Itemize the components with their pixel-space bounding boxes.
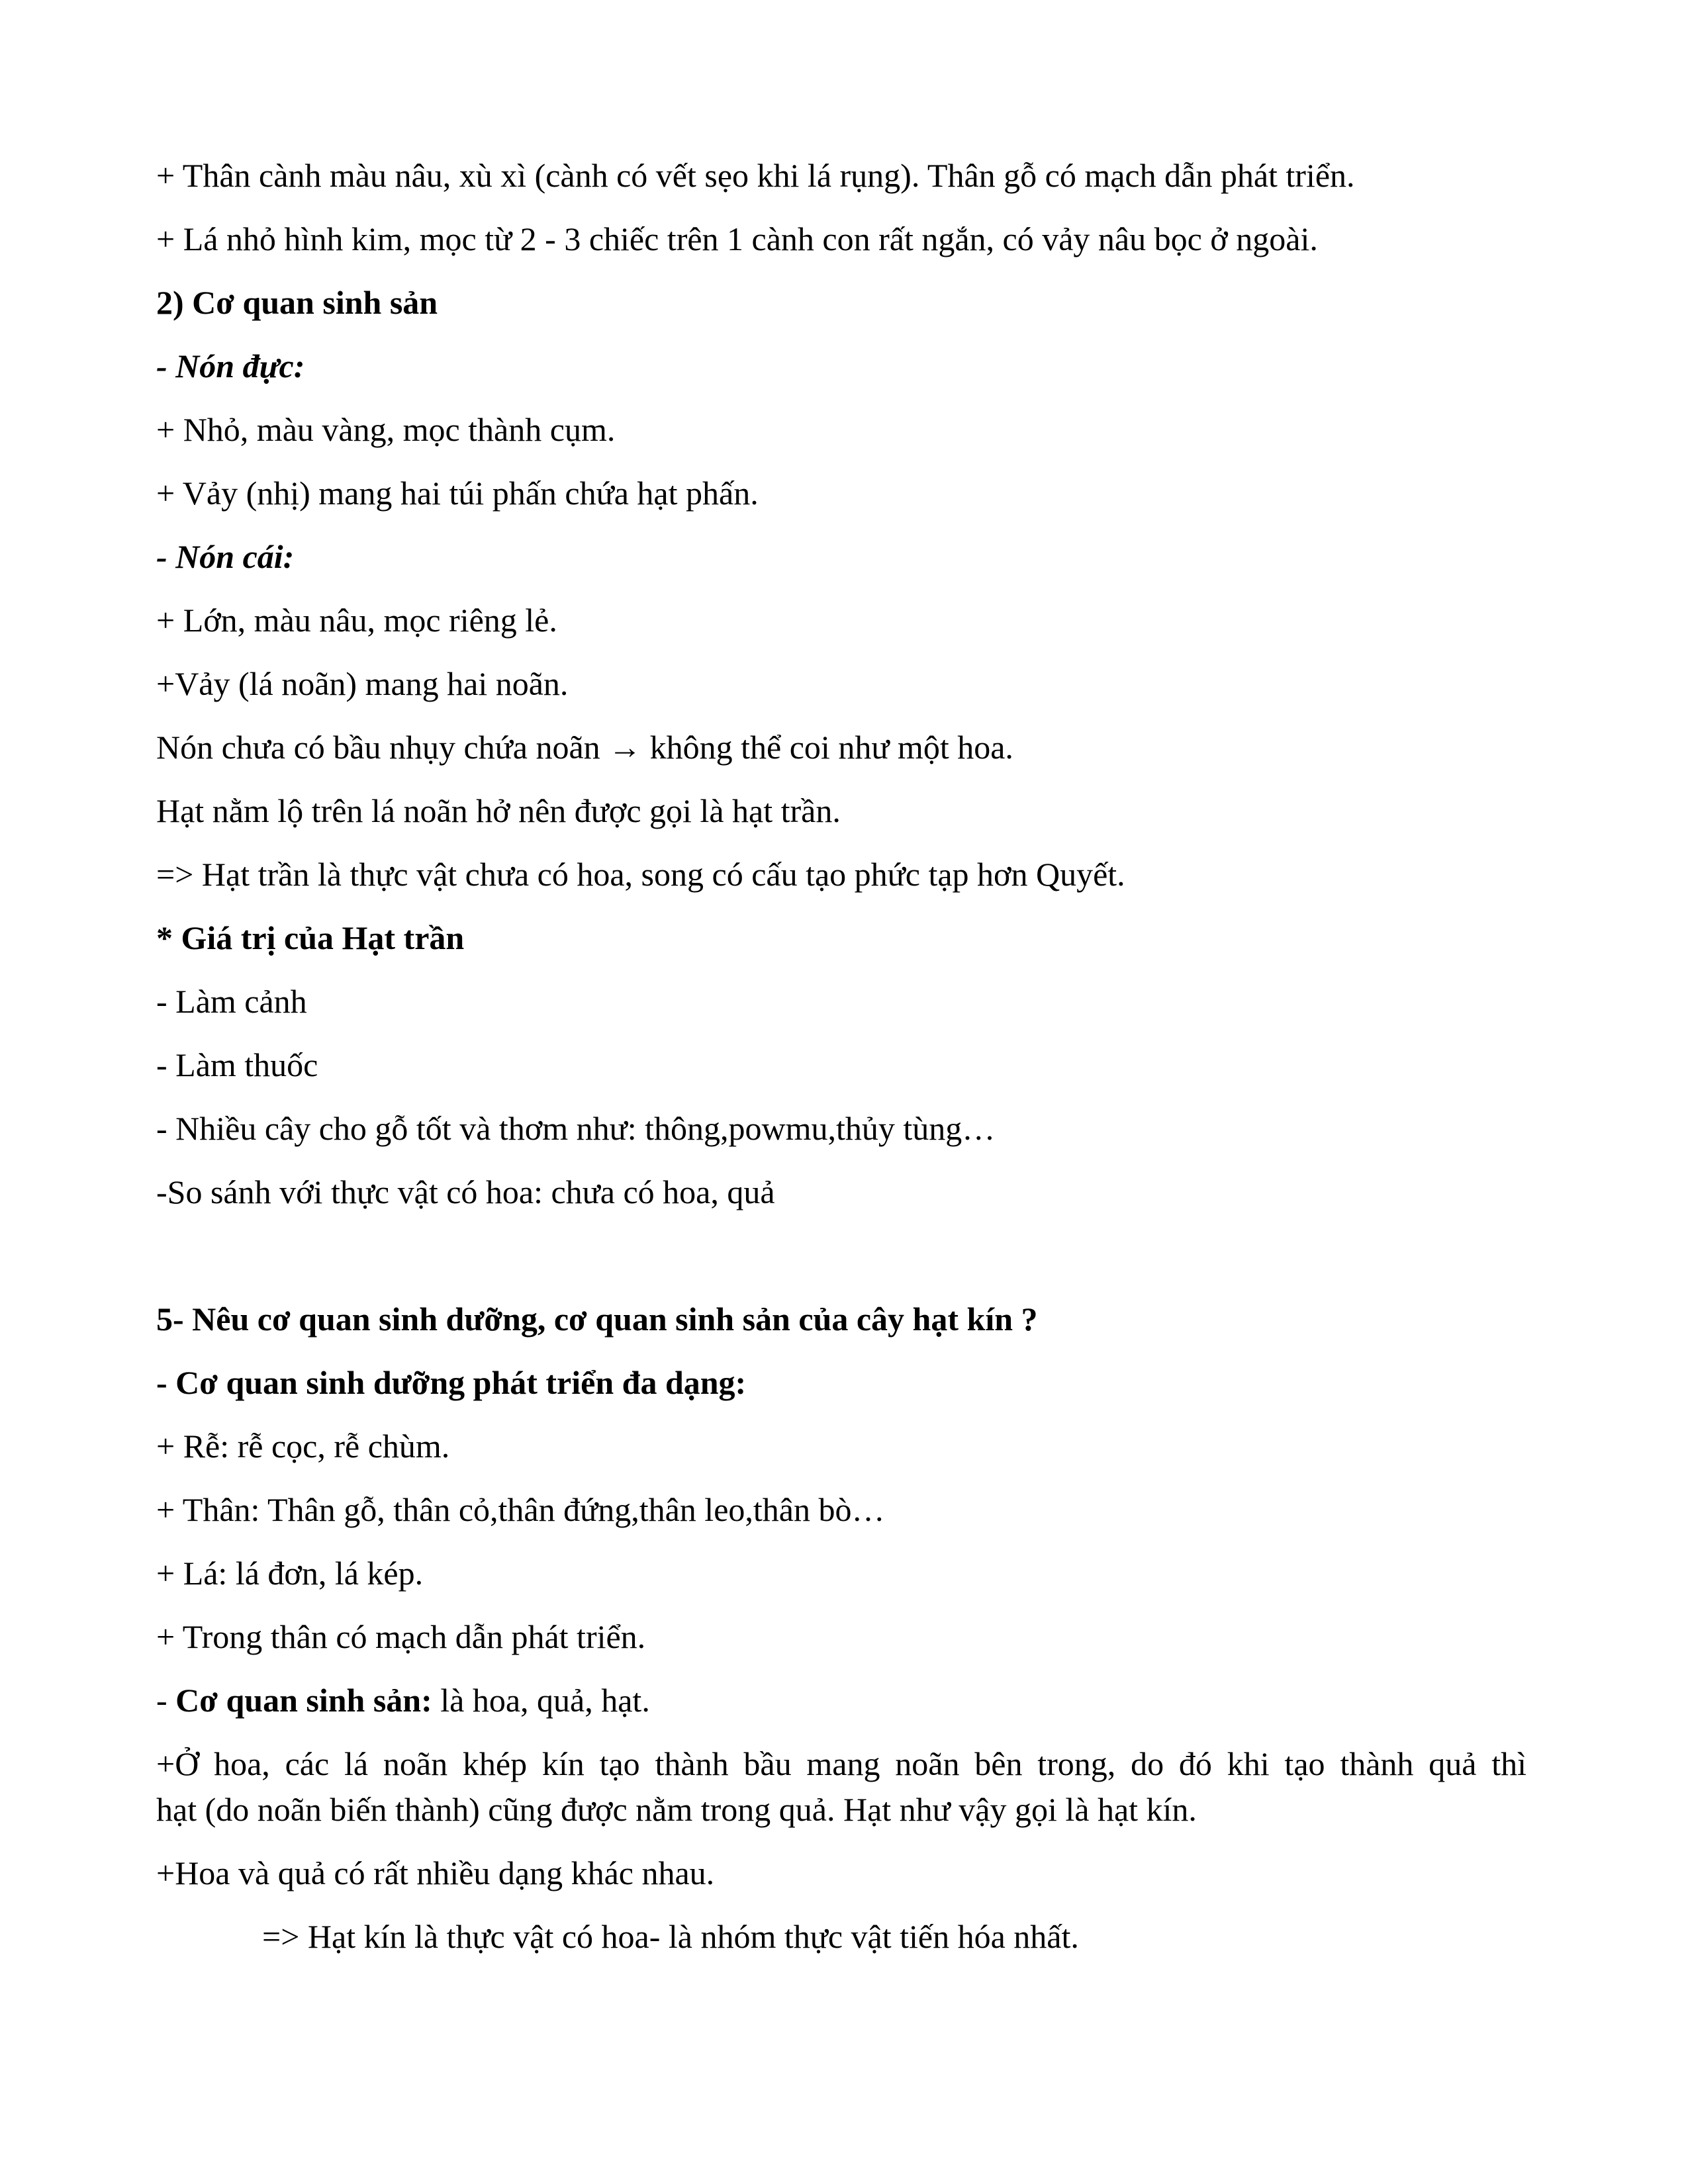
text-line-roots: + Rễ: rễ cọc, rễ chùm. xyxy=(156,1428,450,1465)
text-segment: không thể coi như một hoa. xyxy=(641,729,1013,766)
text-line-leaf: + Lá nhỏ hình kim, mọc từ 2 - 3 chiếc trên 1 cành con rất ngắn, có vảy nâu bọc ở ngoài. xyxy=(156,220,1318,257)
text-line-not-a-flower xyxy=(156,728,1013,766)
text-line-female-cone-2: +Vảy (lá noãn) mang hai noãn. xyxy=(156,665,569,702)
text-line-male-cone-1: + Nhỏ, màu vàng, mọc thành cụm. xyxy=(156,411,616,448)
list-item-comparison: -So sánh với thực vật có hoa: chưa có hoa, quả xyxy=(156,1173,775,1210)
subheading-vegetative-organs: - Cơ quan sinh dưỡng phát triển đa dạng: xyxy=(156,1364,747,1401)
text-line-diversity: +Hoa và quả có rất nhiều dạng khác nhau. xyxy=(156,1854,715,1891)
text-line-reproductive-organs xyxy=(156,1681,650,1719)
text-line-stem: + Thân cành màu nâu, xù xì (cành có vết sẹo khi lá rụng). Thân gỗ có mạch dẫn phát triển. xyxy=(156,157,1355,194)
text-line-naked-seed: Hạt nằm lộ trên lá noãn hở nên được gọi là hạt trần. xyxy=(156,792,841,829)
text-line-female-cone-1: + Lớn, màu nâu, mọc riêng lẻ. xyxy=(156,602,557,639)
text-line-male-cone-2: + Vảy (nhị) mang hai túi phấn chứa hạt phấn. xyxy=(156,475,759,512)
subheading-female-cone: - Nón cái: xyxy=(156,538,295,575)
text-line-enclosed-seed: hạt (do noãn biến thành) cũng được nằm trong quả. Hạt như vậy gọi là hạt kín. xyxy=(156,1791,1197,1828)
text-segment: Nón chưa có bầu nhụy chứa noãn xyxy=(156,729,609,766)
text-segment: là hoa, quả, hạt. xyxy=(432,1682,650,1719)
bold-label: Cơ quan sinh sản: xyxy=(175,1682,432,1719)
text-line-flower-ovary: +Ở hoa, các lá noãn khép kín tạo thành bầu mang noãn bên trong, do đó khi tạo thành quả thì xyxy=(156,1745,1526,1782)
section-heading-reproductive: 2) Cơ quan sinh sản xyxy=(156,284,438,321)
text-line-leaves: + Lá: lá đơn, lá kép. xyxy=(156,1555,424,1592)
list-item-ornamental: - Làm cảnh xyxy=(156,983,307,1020)
section-heading-value: * Giá trị của Hạt trần xyxy=(156,919,465,956)
subheading-male-cone: - Nón đực: xyxy=(156,347,305,385)
question-heading-5: 5- Nêu cơ quan sinh dưỡng, cơ quan sinh sản của cây hạt kín ? xyxy=(156,1300,1038,1338)
text-segment: - xyxy=(156,1682,176,1719)
list-item-timber: - Nhiều cây cho gỗ tốt và thơm như: thông,powmu,thủy tùng… xyxy=(156,1110,996,1147)
text-line-stems: + Thân: Thân gỗ, thân cỏ,thân đứng,thân leo,thân bò… xyxy=(156,1491,885,1528)
text-line-vascular: + Trong thân có mạch dẫn phát triển. xyxy=(156,1618,646,1655)
text-line-conclusion-gymnosperm: => Hạt trần là thực vật chưa có hoa, song có cấu tạo phức tạp hơn Quyết. xyxy=(156,856,1125,893)
list-item-medicine: - Làm thuốc xyxy=(156,1046,318,1083)
text-line-conclusion-angiosperm: => Hạt kín là thực vật có hoa- là nhóm thực vật tiến hóa nhất. xyxy=(262,1918,1079,1955)
arrow-right-icon: → xyxy=(608,729,642,766)
